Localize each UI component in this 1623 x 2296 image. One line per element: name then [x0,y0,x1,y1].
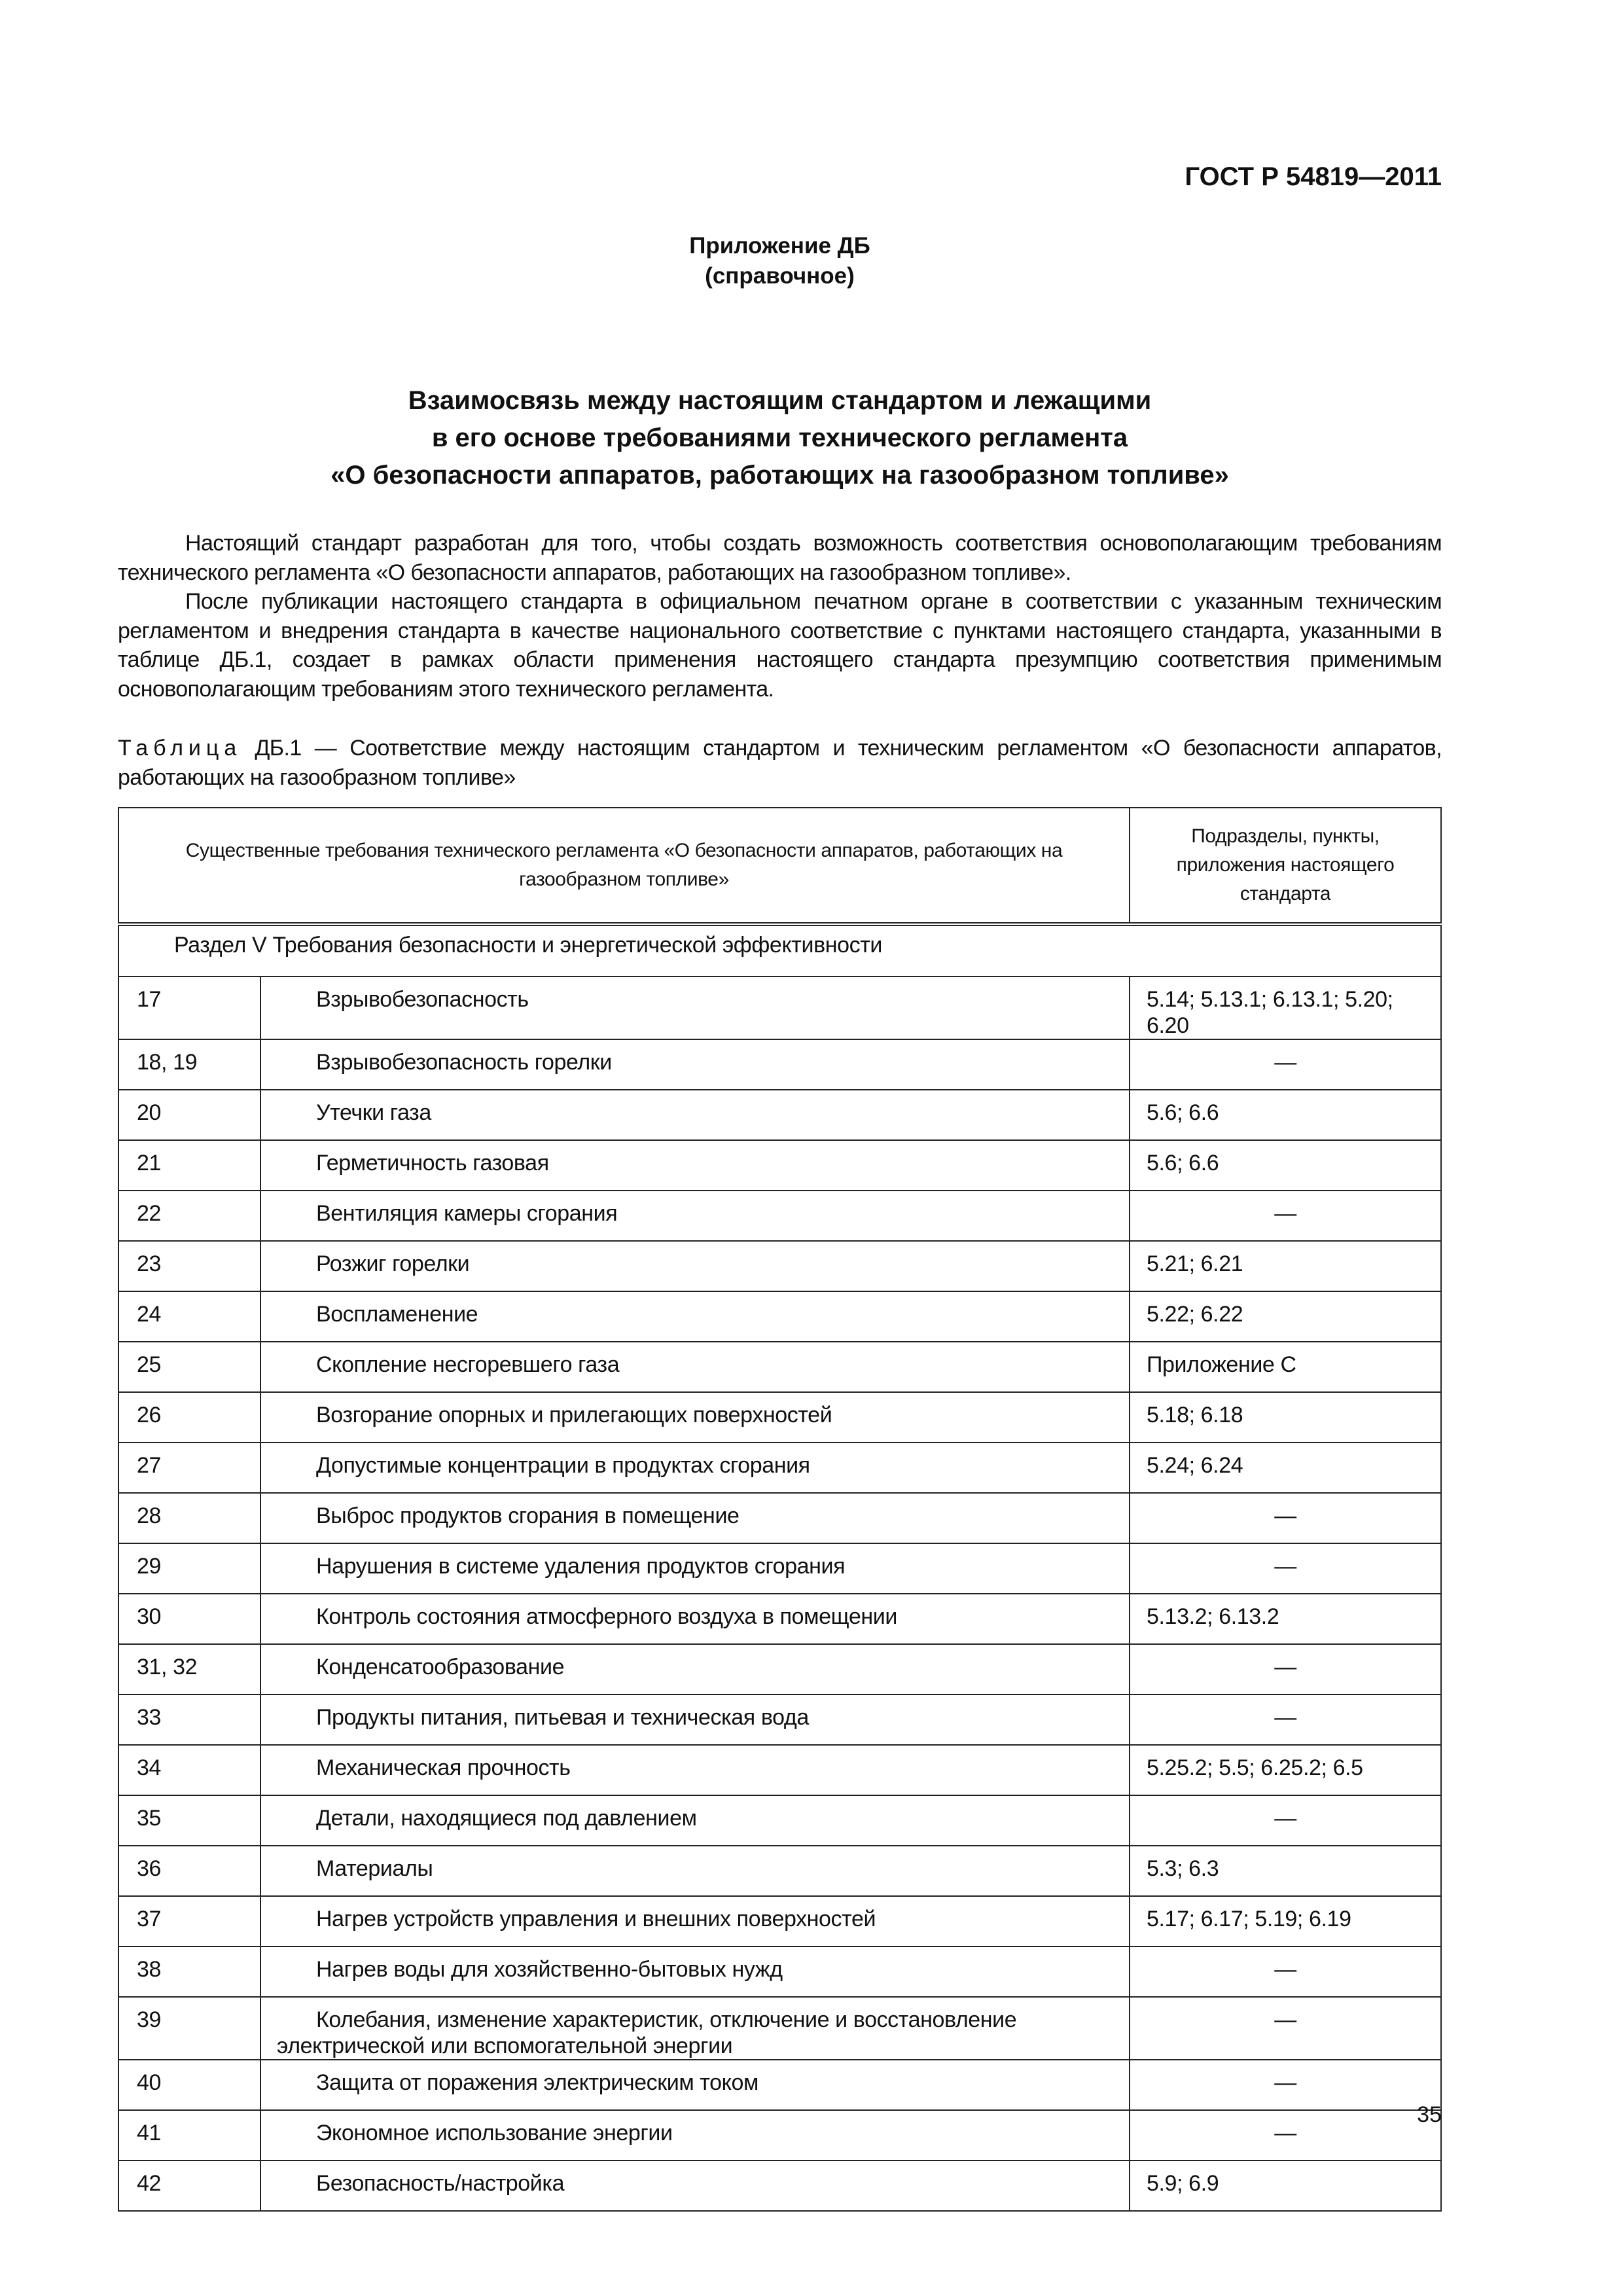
document-title-line: «О безопасности аппаратов, работающих на газообразном топливе» [330,461,1229,490]
table-row [118,1291,1441,1342]
row-requirement: Колебания, изменение характеристик, отключение и восстановление электрической или вспомогательной энергии [260,1997,1130,2060]
appendix-title: Приложение ДБ [689,233,870,259]
row-number: 27 [118,1443,260,1493]
row-reference: 5.6; 6.6 [1130,1140,1441,1191]
row-number: 40 [118,2060,260,2110]
row-reference: 5.17; 6.17; 5.19; 6.19 [1130,1896,1441,1946]
row-reference: — [1130,1039,1441,1090]
table-row [118,1795,1441,1846]
row-reference: — [1130,1543,1441,1594]
row-number: 33 [118,1695,260,1745]
row-number: 21 [118,1140,260,1191]
table-row [118,1745,1441,1795]
row-number: 41 [118,2110,260,2161]
row-reference: 5.6; 6.6 [1130,1090,1441,1140]
table-row [118,1342,1441,1392]
row-requirement: Продукты питания, питьевая и техническая вода [260,1695,1130,1745]
row-reference: 5.3; 6.3 [1130,1846,1441,1896]
paragraph: После публикации настоящего стандарта в официальном печатном органе в соответствии с указанным техническим регламентом и внедрения стандарта в качестве национального соответствие с пунктами настоящего стандарта, указанными в таблице ДБ.1, создает в рамках области применения настоящего стандарта презумпцию соответствия применимым основополагающим требованиям этого технического регламента. [118,589,1442,702]
row-reference: — [1130,1997,1441,2060]
document-title-line: в его основе требованиями технического регламента [431,423,1128,452]
table-row [118,1543,1441,1594]
row-reference: 5.9; 6.9 [1130,2161,1441,2211]
table-row [118,1039,1441,1090]
intro-text [118,529,1442,704]
row-reference: Приложение С [1130,1342,1441,1392]
row-reference: — [1130,1795,1441,1846]
table-row [118,1140,1441,1191]
table-row [118,1493,1441,1543]
document-title-line: Взаимосвязь между настоящим стандартом и лежащими [408,386,1152,415]
row-number: 17 [118,977,260,1039]
row-requirement: Материалы [260,1846,1130,1896]
row-reference: 5.18; 6.18 [1130,1392,1441,1443]
row-number: 34 [118,1745,260,1795]
row-number: 24 [118,1291,260,1342]
row-requirement: Взрывобезопасность горелки [260,1039,1130,1090]
table-row [118,1594,1441,1644]
row-number: 28 [118,1493,260,1543]
table-row [118,1392,1441,1443]
row-requirement: Контроль состояния атмосферного воздуха в помещении [260,1594,1130,1644]
table-row [118,1846,1441,1896]
row-requirement: Механическая прочность [260,1745,1130,1795]
row-reference: — [1130,2110,1441,2161]
row-requirement: Экономное использование энергии [260,2110,1130,2161]
row-number: 39 [118,1997,260,2060]
row-requirement: Безопасность/настройка [260,2161,1130,2211]
header-requirements: Существенные требования технического регламента «О безопасности аппаратов, работающих на газообразном топливе» [118,808,1130,924]
paragraph: Настоящий стандарт разработан для того, чтобы создать возможность соответствия основополагающим требованиям технического регламента «О безопасности аппаратов, работающих на газообразном топливе». [118,531,1442,585]
table-row [118,1090,1441,1140]
row-requirement: Взрывобезопасность [260,977,1130,1039]
table-row [118,1997,1441,2060]
table-row [118,2110,1441,2161]
row-number: 36 [118,1846,260,1896]
table-row [118,2161,1441,2211]
row-requirement: Скопление несгоревшего газа [260,1342,1130,1392]
row-reference: 5.22; 6.22 [1130,1291,1441,1342]
row-number: 35 [118,1795,260,1846]
row-requirement: Герметичность газовая [260,1140,1130,1191]
row-reference: 5.14; 5.13.1; 6.13.1; 5.20; 6.20 [1130,977,1441,1039]
section-row [118,924,1441,977]
table-row [118,1191,1441,1241]
row-number: 20 [118,1090,260,1140]
row-requirement: Нагрев устройств управления и внешних поверхностей [260,1896,1130,1946]
row-reference: — [1130,1493,1441,1543]
row-requirement: Допустимые концентрации в продуктах сгорания [260,1443,1130,1493]
row-reference: 5.25.2; 5.5; 6.25.2; 6.5 [1130,1745,1441,1795]
table-header-row [118,808,1441,924]
row-number: 42 [118,2161,260,2211]
row-requirement: Выброс продуктов сгорания в помещение [260,1493,1130,1543]
row-reference: — [1130,2060,1441,2110]
appendix-note: (справочное) [705,263,855,289]
row-reference: — [1130,1695,1441,1745]
section-title: Раздел V Требования безопасности и энергетической эффективности [118,924,1441,977]
row-number: 23 [118,1241,260,1291]
row-requirement: Детали, находящиеся под давлением [260,1795,1130,1846]
row-reference: — [1130,1946,1441,1997]
table-row [118,2060,1441,2110]
row-requirement: Конденсатообразование [260,1644,1130,1695]
caption-label: Таблица [118,736,242,761]
table-row [118,1241,1441,1291]
row-reference: 5.21; 6.21 [1130,1241,1441,1291]
row-number: 37 [118,1896,260,1946]
row-reference: 5.13.2; 6.13.2 [1130,1594,1441,1644]
correspondence-table [118,807,1442,2212]
row-number: 30 [118,1594,260,1644]
row-number: 22 [118,1191,260,1241]
standard-number: ГОСТ Р 54819—2011 [1185,162,1442,191]
caption-text: ДБ.1 — Соответствие между настоящим стандартом и техническим регламентом «О безопасности аппаратов, работающих на газообразном топливе» [118,736,1442,790]
row-number: 29 [118,1543,260,1594]
header-sections: Подразделы, пункты, приложения настоящего стандарта [1130,808,1441,924]
row-number: 31, 32 [118,1644,260,1695]
row-requirement: Возгорание опорных и прилегающих поверхностей [260,1392,1130,1443]
table-row [118,1443,1441,1493]
table-row [118,1946,1441,1997]
row-number: 18, 19 [118,1039,260,1090]
table-caption [118,734,1442,792]
row-requirement: Нагрев воды для хозяйственно-бытовых нужд [260,1946,1130,1997]
row-reference: — [1130,1644,1441,1695]
table-row [118,1644,1441,1695]
table-row [118,1695,1441,1745]
table-row [118,1896,1441,1946]
table-row [118,977,1441,1039]
row-requirement: Нарушения в системе удаления продуктов сгорания [260,1543,1130,1594]
row-requirement: Вентиляция камеры сгорания [260,1191,1130,1241]
row-number: 26 [118,1392,260,1443]
row-requirement: Утечки газа [260,1090,1130,1140]
row-reference: — [1130,1191,1441,1241]
row-reference: 5.24; 6.24 [1130,1443,1441,1493]
row-number: 25 [118,1342,260,1392]
row-requirement: Защита от поражения электрическим током [260,2060,1130,2110]
row-number: 38 [118,1946,260,1997]
page-number: 35 [1417,2102,1442,2127]
row-requirement: Воспламенение [260,1291,1130,1342]
row-requirement: Розжиг горелки [260,1241,1130,1291]
